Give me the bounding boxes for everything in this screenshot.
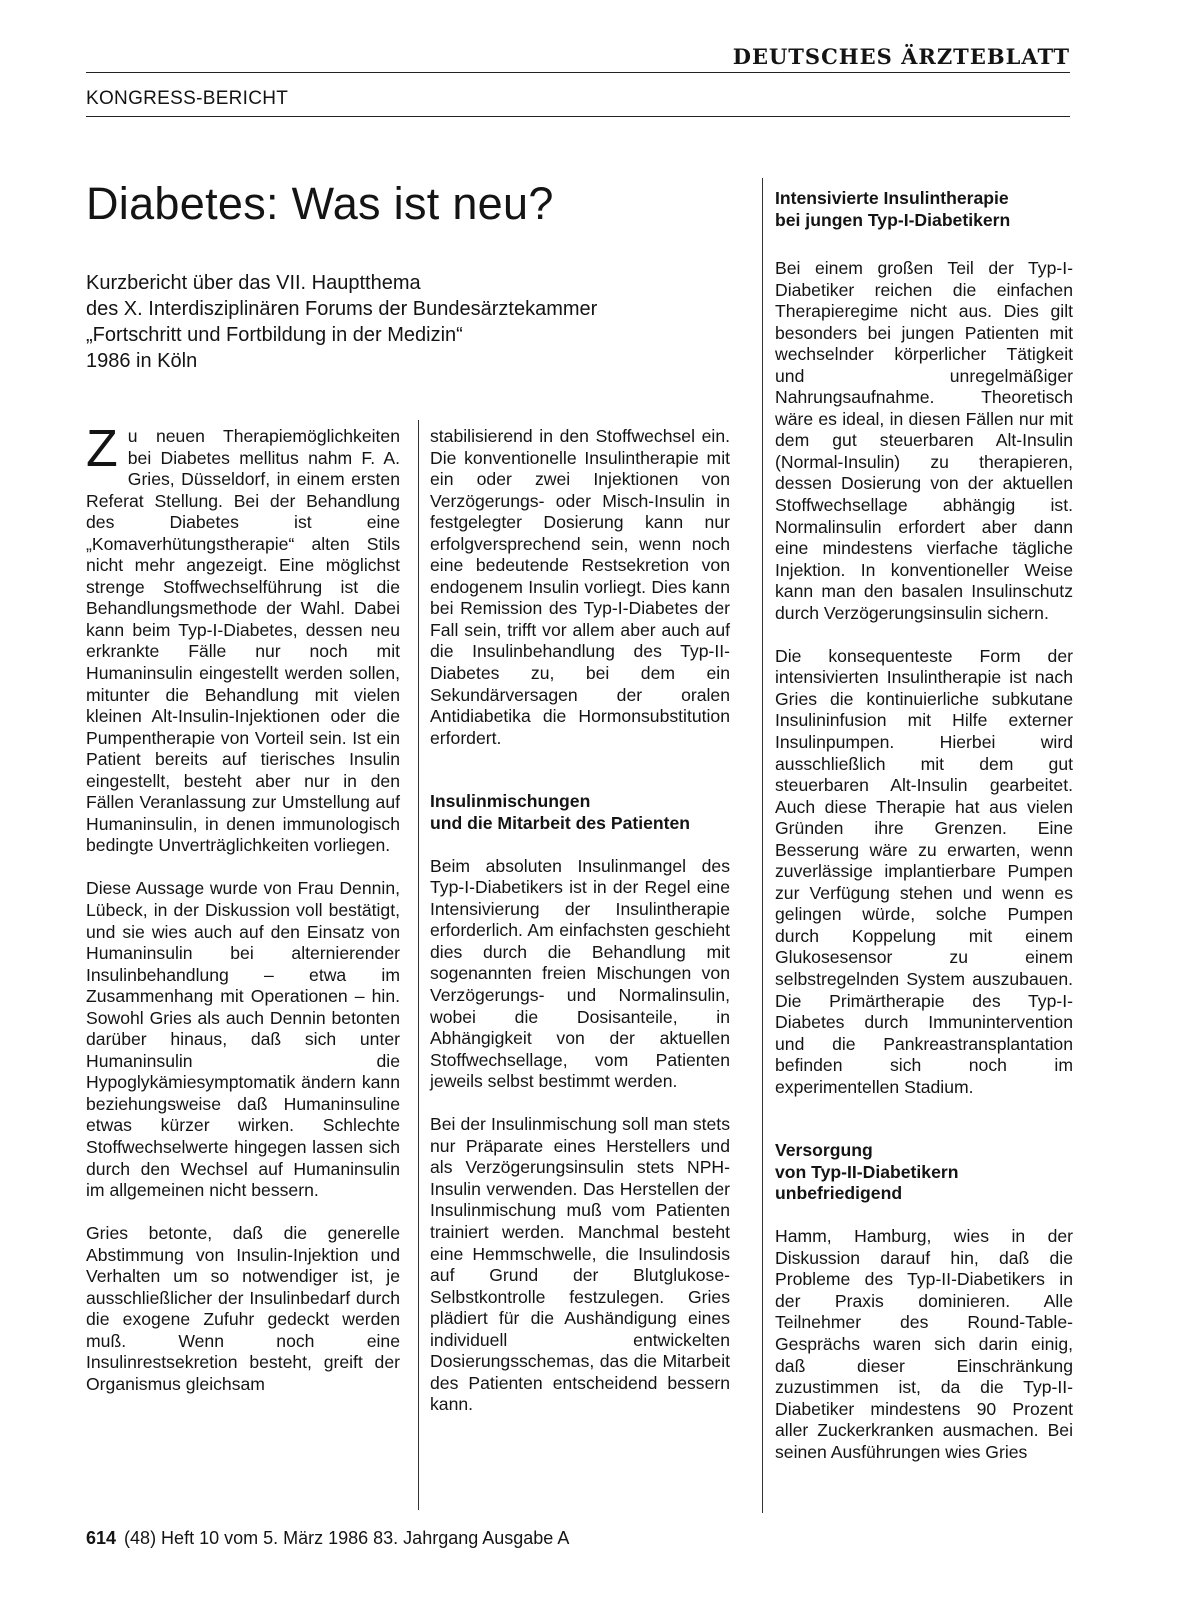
paragraph: Bei einem großen Teil der Typ-I-Diabetiker reichen die einfachen Therapieregime nicht aus. Dies gilt besonders bei jungen Patienten mit wechselnder körperlicher Tätigkeit und unregelmäßiger Nahrungsaufnahme. Theoretisch wäre es ideal, in diesen Fällen nur mit dem gut steuerbaren Alt-Insulin (Normal-Insulin) zu therapieren, dessen Dosierung von der aktuellen Stoffwechsellage abhängig ist. Normalinsulin erfordert aber dann eine mindestens vierfache tägliche Injektion. In konventioneller Weise kann man den basalen Insulinschutz durch Verzögerungsinsulin sichern. bbox=[775, 258, 1073, 623]
paragraph: Hamm, Hamburg, wies in der Diskussion darauf hin, daß die Probleme des Typ-II-Diabetikers in der Praxis dominieren. Alle Teilnehmer des Round-Table-Gesprächs waren sich darin einig, daß dieser Einschränkung zuzustimmen ist, da die Typ-II-Diabetiker mindestens 90 Prozent aller Zuckerkranken ausmachen. Bei seinen Ausführungen wies Gries bbox=[775, 1226, 1073, 1462]
header-rule-bottom bbox=[86, 116, 1070, 117]
paragraph: Diese Aussage wurde von Frau Dennin, Lübeck, in der Diskussion voll bestätigt, und sie wies auch auf den Einsatz von Humaninsulin bei alternierender Insulinbehandlung – etwa im Zusammenhang mit Operationen – hin. Sowohl Gries als auch Dennin betonten darüber hinaus, daß sich unter Humaninsulin die Hypoglykämiesymptomatik ändern kann beziehungsweise daß Humaninsuline etwas kürzer wirken. Schlechte Stoffwechselwerte hingegen lassen sich durch den Wechsel auf Humaninsulin im allgemeinen nicht bessern. bbox=[86, 878, 400, 1201]
page-footer bbox=[86, 1528, 569, 1549]
article-title: Diabetes: Was ist neu? bbox=[86, 178, 554, 229]
article-subtitle bbox=[86, 270, 736, 374]
column-divider bbox=[418, 420, 419, 1510]
paragraph-text: u neuen Therapiemöglichkeiten bei Diabetes mellitus nahm F. A. Gries, Düsseldorf, in einem ersten Referat Stellung. Bei der Behandlung des Diabetes ist eine „Komaverhütungstherapie“ alten Stils nicht mehr angezeigt. Eine möglichst strenge Stoffwechselführung ist die Behandlungsmethode der Wahl. Dabei kann beim Typ-I-Diabetes, dessen neu erkrankte Fälle nur noch mit Humaninsulin eingestellt werden sollen, mitunter die Behandlung mit vielen kleinen Alt-Insulin-Injektionen oder die Pumpentherapie von Vorteil sein. Ist ein Patient bereits auf tierisches Insulin eingestellt, besteht aber nur in den Fällen Veranlassung zur Umstellung auf Humaninsulin, in denen immunologisch bedingte Unverträglichkeiten vorliegen. bbox=[86, 426, 400, 856]
paragraph: Beim absoluten Insulinmangel des Typ-I-Diabetikers ist in der Regel eine Intensivierung der Insulintherapie erforderlich. Am einfachsten geschieht dies durch die Behandlung mit sogenannten freien Mischungen von Verzögerungs- und Normalinsulin, wobei die Dosisanteile, in Abhängigkeit von der aktuellen Stoffwechsellage, vom Patienten jeweils selbst bestimmt werden. bbox=[430, 855, 730, 1092]
issue-info: (48) Heft 10 vom 5. März 1986 83. Jahrgang Ausgabe A bbox=[124, 1528, 570, 1548]
section-label: KONGRESS-BERICHT bbox=[86, 88, 289, 109]
text-column-1 bbox=[86, 420, 400, 1417]
paragraph: stabilisierend in den Stoffwechsel ein. Die konventionelle Insulintherapie mit ein oder zwei Injektionen von Verzögerungs- oder Misch-Insulin in festgelegter Dosierung kann nur erfolgversprechend sein, wenn noch eine bedeutende Restsekretion von endogenem Insulin vorliegt. Dies kann bei Remission des Typ-I-Diabetes der Fall sein, trifft vor allem aber auch auf die Insulinbehandlung des Typ-II-Diabetes zu, bei dem ein Sekundärversagen der oralen Antidiabetika die Hormonsubstitution erfordert. bbox=[430, 426, 730, 748]
heading-line: Intensivierte Insulintherapie bbox=[775, 188, 1009, 208]
heading-line: und die Mitarbeit des Patienten bbox=[430, 812, 691, 833]
subtitle-line: Kurzbericht über das VII. Hauptthema bbox=[86, 272, 421, 294]
dropcap: Z bbox=[86, 420, 118, 478]
text-column-2 bbox=[430, 426, 730, 1437]
page-number: 614 bbox=[86, 1528, 117, 1548]
subtitle-line: des X. Interdisziplinären Forums der Bundesärztekammer bbox=[86, 298, 598, 320]
section-heading bbox=[775, 188, 1073, 231]
section-heading bbox=[430, 791, 730, 834]
section-heading bbox=[775, 1140, 1073, 1205]
paragraph: Bei der Insulinmischung soll man stets nur Präparate eines Herstellers und als Verzögerungsinsulin stets NPH-Insulin verwenden. Das Herstellen der Insulinmischung muß vom Patienten trainiert werden. Manchmal besteht eine Hemmschwelle, die Insulindosis auf Grund der Blutglukose-Selbstkontrolle festzulegen. Gries plädiert für die Aushändigung eines individuell entwickelten Dosierungsschemas, das die Mitarbeit des Patienten entscheidend bessern kann. bbox=[430, 1114, 730, 1415]
subtitle-line: „Fortschritt und Fortbildung in der Medizin“ bbox=[86, 324, 463, 346]
header-rule-top bbox=[86, 72, 1070, 73]
paragraph: Gries betonte, daß die generelle Abstimmung von Insulin-Injektion und Verhalten um so notwendiger ist, je ausschließlicher der Insulinbedarf durch die exogene Zufuhr gedeckt werden muß. Wenn noch eine Insulinrestsekretion besteht, greift der Organismus gleichsam bbox=[86, 1223, 400, 1394]
subtitle-line: 1986 in Köln bbox=[86, 350, 198, 372]
paragraph bbox=[86, 420, 400, 857]
column-divider bbox=[762, 178, 763, 1513]
heading-line: Versorgung bbox=[775, 1140, 873, 1161]
paragraph: Die konsequenteste Form der intensivierten Insulintherapie ist nach Gries die kontinuierliche subkutane Insulininfusion mit Hilfe externer Insulinpumpen. Hierbei wird ausschließlich mit dem gut steuerbaren Alt-Insulin gearbeitet. Auch diese Therapie hat aus vielen Gründen ihre Grenzen. Eine Besserung wäre zu erwarten, wenn zuverlässige implantierbare Pumpen zur Verfügung stehen und wenn es gelingen würde, solche Pumpen durch Koppelung mit einem Glukosesensor zu einem selbstregelnden System auszubauen. Die Primärtherapie des Typ-I-Diabetes durch Immunintervention und die Pankreastransplantation befinden sich noch im experimentellen Stadium. bbox=[775, 645, 1073, 1097]
text-column-3 bbox=[775, 258, 1073, 1485]
heading-line: bei jungen Typ-I-Diabetikern bbox=[775, 209, 1011, 230]
heading-line: Insulinmischungen bbox=[430, 791, 591, 812]
masthead: DEUTSCHES ÄRZTEBLATT bbox=[732, 44, 1070, 69]
heading-line: von Typ-II-Diabetikern bbox=[775, 1161, 959, 1182]
heading-line: unbefriedigend bbox=[775, 1183, 903, 1204]
